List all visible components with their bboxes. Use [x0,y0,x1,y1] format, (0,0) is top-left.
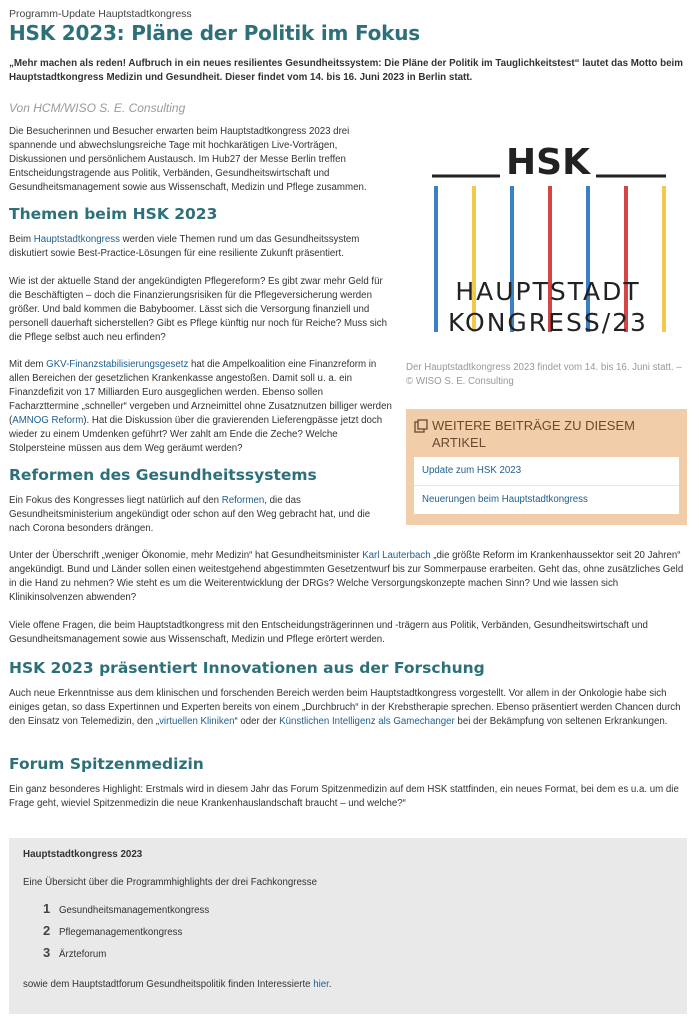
reformen-paragraph-2: Unter der Überschrift „weniger Ökonomie, mehr Medizin“ hat Gesundheitsminister Karl Lauterbach „die größte Reform im Krankenhaussektor seit 20 Jahren“ angekündigt. Bund und Länder sollen einen weitestgehend abgestimmten Gesetzentwurf bis zur Sommerpause erarbeiten. Geht das, ohne zusätzliches Geld in die Hand zu nehmen? Wie steht es um die Weiterentwicklung der DRGs? Welche Versorgungskonzepte machen Sinn? Und wie lassen sich Klinikinsolvenzen abwenden? [9,550,684,603]
link-reformen[interactable]: Reformen [221,495,265,506]
related-item-neuerungen[interactable]: Neuerungen beim Hauptstadtkongress [422,494,588,505]
reformen-paragraph-1: Ein Fokus des Kongresses liegt natürlich auf den Reformen, die das Gesundheitsministerium angekündigt oder schon auf den Weg gebracht hat, und die nach Corona besonders drängen. [9,495,371,534]
link-kuenstliche-intelligenz[interactable]: Künstlichen Intelligenz als Gamechanger [279,716,455,727]
logo-caption: Der Hauptstadtkongress 2023 findet vom 14. bis 16. Juni statt. – © WISO S. E. Consulting [406,362,682,387]
link-hauptstadtkongress[interactable]: Hauptstadtkongress [33,234,120,245]
forum-paragraph: Ein ganz besonderes Highlight: Erstmals wird in diesem Jahr das Forum Spitzenmedizin auf dem HSK stattfinden, ein neues Format, bei dem es u.a. um die Frage geht, wieviel Spitzenmedizin die neue Krankenhauslandschaft braucht – und welche?“ [9,784,679,809]
reformen-paragraph-3: Viele offene Fragen, die beim Hauptstadtkongress mit den Entscheidungsträgerinnen und -trägern aus Politik, Verbänden, Gesundheitswirtschaft und Gesundheitsmanagement sowie aus Wissenschaft, Medizin und Pflege erörtert werden. [9,620,648,645]
list-item: 3 Ärzteforum [43,945,107,960]
logo-hsk-text: HSK [506,142,590,183]
themen-paragraph-1: Beim Hauptstadtkongress werden viele Themen rund um das Gesundheitssystem diskutiert sowie Best-Practice-Lösungen für eine resiliente Zukunft präsentiert. [9,234,360,259]
logo-line2-text: HAUPTSTADT [455,277,641,306]
link-virtuelle-kliniken[interactable]: virtuellen Kliniken [159,716,235,727]
section-heading-themen: Themen beim HSK 2023 [9,205,218,223]
section-heading-innovationen: HSK 2023 präsentiert Innovationen aus der Forschung [9,659,485,677]
list-item: 2 Pflegemanagementkongress [43,923,183,938]
info-box-title: Hauptstadtkongress 2023 [23,849,143,860]
info-box-list [43,902,673,968]
page-title: HSK 2023: Pläne der Politik im Fokus [9,21,420,45]
link-gkv-finanzstabilisierungsgesetz[interactable]: GKV-Finanzstabilisierungsgesetz [46,359,189,370]
info-box [9,838,687,1014]
themen-paragraph-3: Mit dem GKV-Finanzstabilisierungsgesetz hat die Ampelkoalition eine Finanzreform in allen Bereichen der gesetzlichen Krankenkasse angestoßen. Damit soll u. a. ein Finanzdefizit von 17 Milliarden Euro ausgeglichen werden. Ebenso sollen Facharzttermine „schneller“ vergeben und Arzneimittel ohne Zusatznutzen billiger werden (AMNOG Reform). Hat die Diskussion über die gravierenden Lieferengpässe jetzt doch wieder zu einem Umdenken geführt? Wer zahlt am Ende die Zeche? Welche Stolpersteine müssen aus dem Weg geräumt werden? [9,359,392,454]
logo-bar [434,186,438,332]
hsk-logo [420,128,682,343]
link-hier[interactable]: hier [313,979,329,990]
kicker: Programm-Update Hauptstadtkongress [9,8,192,20]
innovationen-paragraph: Auch neue Erkenntnisse aus dem klinischen und forschenden Bereich werden beim Hauptstadtkongress vorgestellt. Vor allem in der Onkologie habe sich einiges getan, so dass Expertinnen und Experten bereits von einem „Durchbruch“ in der Krebstherapie sprechen. Ebenso präsentiert werden Chancen durch den Einsatz von Telemedizin, den „virtuellen Kliniken“ oder der Künstlichen Intelligenz als Gamechanger bei der Bekämpfung von seltenen Erkrankungen. [9,688,681,727]
section-heading-forum: Forum Spitzenmedizin [9,755,204,773]
related-heading: WEITERE BEITRÄGE ZU DIESEM ARTIKEL [432,418,635,450]
list-item: 1 Gesundheitsmanagementkongress [43,901,210,916]
link-amnog-reform[interactable]: AMNOG Reform [12,415,84,426]
intro-paragraph: Die Besucherinnen und Besucher erwarten beim Hauptstadtkongress 2023 drei spannende und abwechslungsreiche Tage mit hochkarätigen Live-Vorträgen, Diskussionen und persönlichem Austausch. Im Hub27 der Messe Berlin treffen Entscheidungstragende aus Politik, Verbänden, Gesundheitswirtschaft und Gesundheitsmanagement sowie aus Wissenschaft, Medizin und Pflege zusammen. [9,126,367,193]
themen-paragraph-2: Wie ist der aktuelle Stand der angekündigten Pflegereform? Es gibt zwar mehr Geld für die Beschäftigten – doch die Finanzierungsrisiken für die Pflegeversicherung werden größer. Und bald kommen die Babyboomer. Lässt sich die Versorgung finanziell und personell dauerhaft sicherstellen? Gibt es Pflege künftig nur noch für Reiche? Muss sich die Pflege selbst auch neu erfinden? [9,276,388,343]
lead-paragraph: „Mehr machen als reden! Aufbruch in ein neues resilientes Gesundheitssystem: Die Pläne der Politik im Tauglichkeitstest“ lautet das Motto beim Hauptstadtkongress Medizin und Gesundheit. Dieser findet vom 14. bis 16. Juni 2023 in Berlin statt. [9,58,683,83]
related-item-update[interactable]: Update zum HSK 2023 [414,457,679,486]
related-articles-box [406,409,687,525]
info-box-intro: Eine Übersicht über die Programmhighlights der drei Fachkongresse [23,877,317,888]
logo-line3-text: KONGRESS/23 [448,308,648,337]
author-line: Von HCM/WISO S. E. Consulting [9,101,186,115]
copy-icon [414,419,428,433]
logo-bar [662,186,666,332]
link-karl-lauterbach[interactable]: Karl Lauterbach [362,550,431,561]
section-heading-reformen: Reformen des Gesundheitssystems [9,466,317,484]
info-box-outro: sowie dem Hauptstadtforum Gesundheitspolitik finden Interessierte hier. [23,979,332,990]
related-list [414,457,679,514]
